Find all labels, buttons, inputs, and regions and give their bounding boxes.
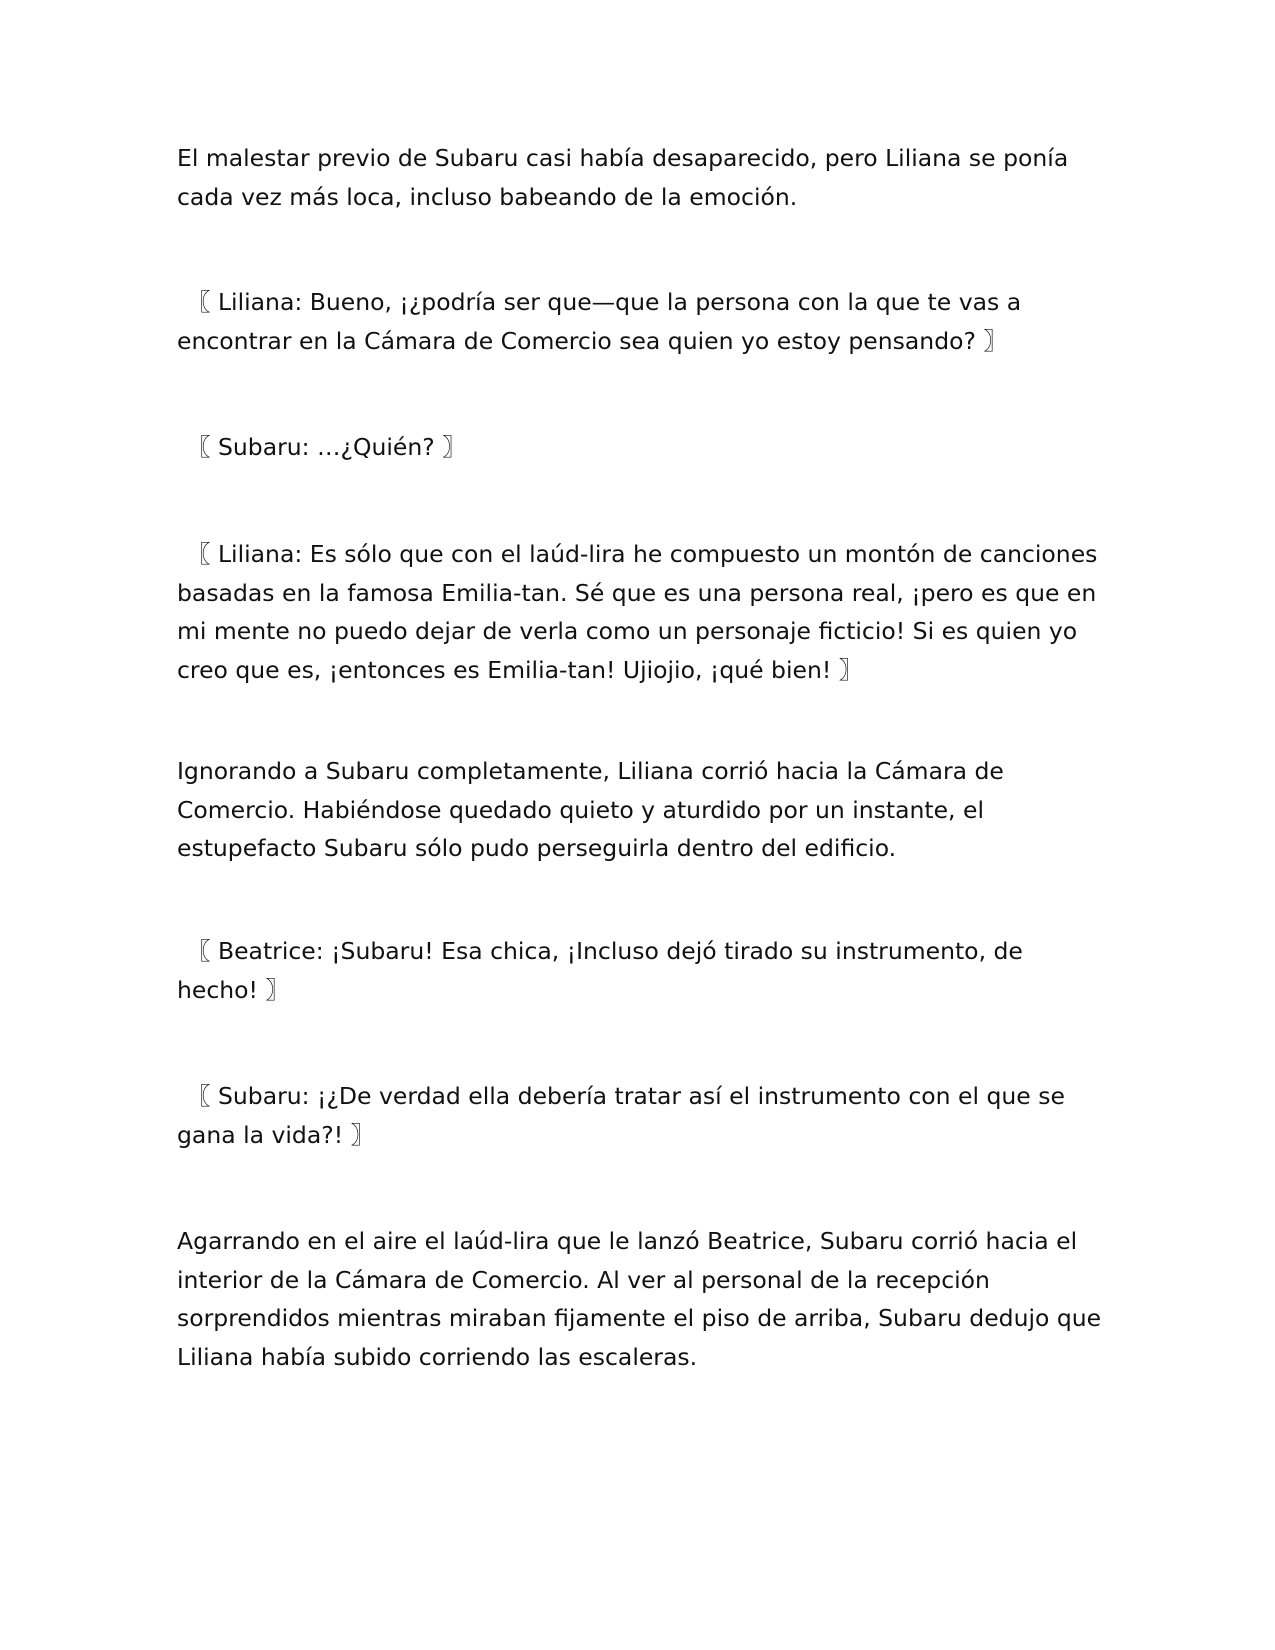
narration-paragraph: El malestar previo de Subaru casi había desaparecido, pero Liliana se ponía cada vez más loca, incluso babeando de la emoción.: [177, 144, 1076, 211]
narration-paragraph: Agarrando en el aire el laúd-lira que le lanzó Beatrice, Subaru corrió hacia el interior de la Cámara de Comercio. Al ver al personal de la recepción sorprendidos mientras miraban fijamente el piso de arriba, Subaru dedujo que Liliana había subido corriendo las escaleras.: [177, 1227, 1109, 1371]
dialogue-liliana-2: 〖 Liliana: Es sólo que con el laúd-lira he compuesto un montón de canciones basadas en la famosa Emilia-tan. Sé que es una persona real, ¡pero es que en mi mente no puedo dejar de verla como un personaje ficticio! Si es quien yo creo que es, ¡entonces es Emilia-tan! Ujiojio, ¡qué bien! 〗: [177, 540, 1105, 684]
dialogue-subaru-2: 〖 Subaru: ¡¿De verdad ella debería tratar así el instrumento con el que se gana la vida?! 〗: [177, 1082, 1073, 1149]
dialogue-beatrice-1: 〖 Beatrice: ¡Subaru! Esa chica, ¡Incluso dejó tirado su instrumento, de hecho! 〗: [177, 937, 1031, 1004]
dialogue-liliana-1: 〖 Liliana: Bueno, ¡¿podría ser que—que la persona con la que te vas a encontrar en la Cámara de Comercio sea quien yo estoy pensando? 〗: [177, 288, 1029, 355]
narration-paragraph: Ignorando a Subaru completamente, Liliana corrió hacia la Cámara de Comercio. Habiéndose quedado quieto y aturdido por un instante, el estupefacto Subaru sólo pudo perseguirla dentro del edificio.: [177, 757, 1012, 862]
dialogue-subaru-1: 〖 Subaru: …¿Quién? 〗: [187, 433, 466, 461]
